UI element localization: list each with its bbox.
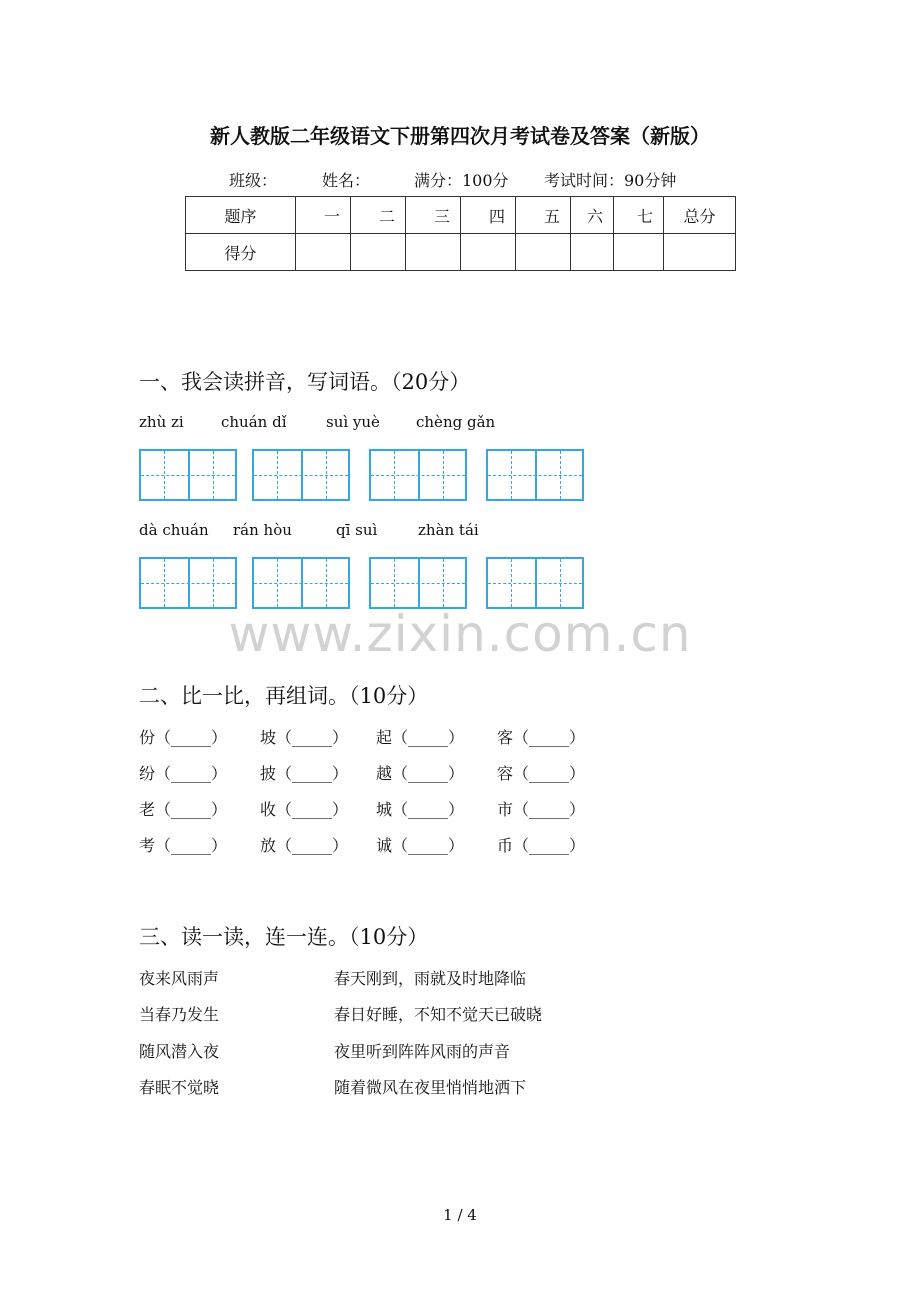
poem-meaning: 春日好睡，不知不觉天已破晓 bbox=[334, 1005, 543, 1024]
score-cell[interactable] bbox=[296, 234, 351, 271]
name-label: 姓名： bbox=[322, 171, 371, 190]
word-item: 城（_____） bbox=[376, 800, 465, 819]
writing-grid[interactable] bbox=[369, 557, 467, 609]
score-cell[interactable] bbox=[351, 234, 406, 271]
writing-grid[interactable] bbox=[486, 449, 584, 501]
word-item: 纷（_____） bbox=[139, 764, 228, 783]
section2-title: 二、比一比，再组词。（10分） bbox=[139, 684, 429, 708]
score-cell[interactable] bbox=[461, 234, 516, 271]
exam-time-label: 考试时间：90分钟 bbox=[544, 171, 677, 190]
table-header-cell: 题序 bbox=[186, 197, 296, 234]
table-header-cell: 一 bbox=[296, 197, 351, 234]
word-item: 币（_____） bbox=[497, 836, 586, 855]
pinyin-label: chuán dǐ bbox=[221, 413, 287, 431]
score-table-header-row bbox=[186, 197, 736, 234]
writing-grid[interactable] bbox=[139, 449, 237, 501]
pinyin-label: qī suì bbox=[336, 521, 378, 539]
pinyin-label: rán hòu bbox=[233, 521, 292, 539]
section1-title: 一、我会读拼音，写词语。（20分） bbox=[139, 370, 471, 394]
table-header-cell: 六 bbox=[571, 197, 614, 234]
class-label: 班级： bbox=[229, 171, 278, 190]
writing-grid[interactable] bbox=[252, 449, 350, 501]
word-item: 考（_____） bbox=[139, 836, 228, 855]
score-row-label: 得分 bbox=[186, 234, 296, 271]
table-header-cell: 总分 bbox=[664, 197, 736, 234]
pinyin-label: zhù zi bbox=[139, 413, 184, 431]
writing-grid[interactable] bbox=[139, 557, 237, 609]
poem-meaning: 夜里听到阵阵风雨的声音 bbox=[334, 1042, 511, 1061]
pinyin-label: zhàn tái bbox=[418, 521, 479, 539]
word-item: 容（_____） bbox=[497, 764, 586, 783]
word-item: 坡（_____） bbox=[260, 728, 349, 747]
poem-line: 春眠不觉晓 bbox=[139, 1078, 220, 1097]
poem-line: 当春乃发生 bbox=[139, 1005, 220, 1024]
poem-meaning: 春天刚到，雨就及时地降临 bbox=[334, 969, 527, 988]
word-item: 老（_____） bbox=[139, 800, 228, 819]
word-item: 披（_____） bbox=[260, 764, 349, 783]
pinyin-label: dà chuán bbox=[139, 521, 209, 539]
score-cell[interactable] bbox=[406, 234, 461, 271]
poem-meaning: 随着微风在夜里悄悄地洒下 bbox=[334, 1078, 527, 1097]
poem-line: 夜来风雨声 bbox=[139, 969, 220, 988]
score-cell[interactable] bbox=[516, 234, 571, 271]
table-header-cell: 四 bbox=[461, 197, 516, 234]
word-item: 越（_____） bbox=[376, 764, 465, 783]
table-header-cell: 七 bbox=[614, 197, 664, 234]
watermark: www.zixin.com.cn bbox=[228, 605, 692, 663]
full-score-label: 满分：100分 bbox=[414, 171, 509, 190]
pinyin-label: suì yuè bbox=[326, 413, 380, 431]
table-header-cell: 五 bbox=[516, 197, 571, 234]
table-header-cell: 二 bbox=[351, 197, 406, 234]
poem-line: 随风潜入夜 bbox=[139, 1042, 220, 1061]
table-header-cell: 三 bbox=[406, 197, 461, 234]
score-cell[interactable] bbox=[571, 234, 614, 271]
word-item: 起（_____） bbox=[376, 728, 465, 747]
section3-title: 三、读一读，连一连。（10分） bbox=[139, 925, 429, 949]
score-cell[interactable] bbox=[664, 234, 736, 271]
writing-grid[interactable] bbox=[369, 449, 467, 501]
score-table bbox=[185, 196, 736, 271]
score-cell[interactable] bbox=[614, 234, 664, 271]
word-item: 市（_____） bbox=[497, 800, 586, 819]
pinyin-label: chèng gǎn bbox=[416, 413, 496, 431]
writing-grid[interactable] bbox=[486, 557, 584, 609]
page-number: 1 / 4 bbox=[443, 1206, 477, 1224]
word-item: 客（_____） bbox=[497, 728, 586, 747]
word-item: 放（_____） bbox=[260, 836, 349, 855]
word-item: 收（_____） bbox=[260, 800, 349, 819]
document-title: 新人教版二年级语文下册第四次月考试卷及答案（新版） bbox=[210, 124, 710, 148]
word-item: 诚（_____） bbox=[376, 836, 465, 855]
word-item: 份（_____） bbox=[139, 728, 228, 747]
writing-grid[interactable] bbox=[252, 557, 350, 609]
score-table-score-row bbox=[186, 234, 736, 271]
